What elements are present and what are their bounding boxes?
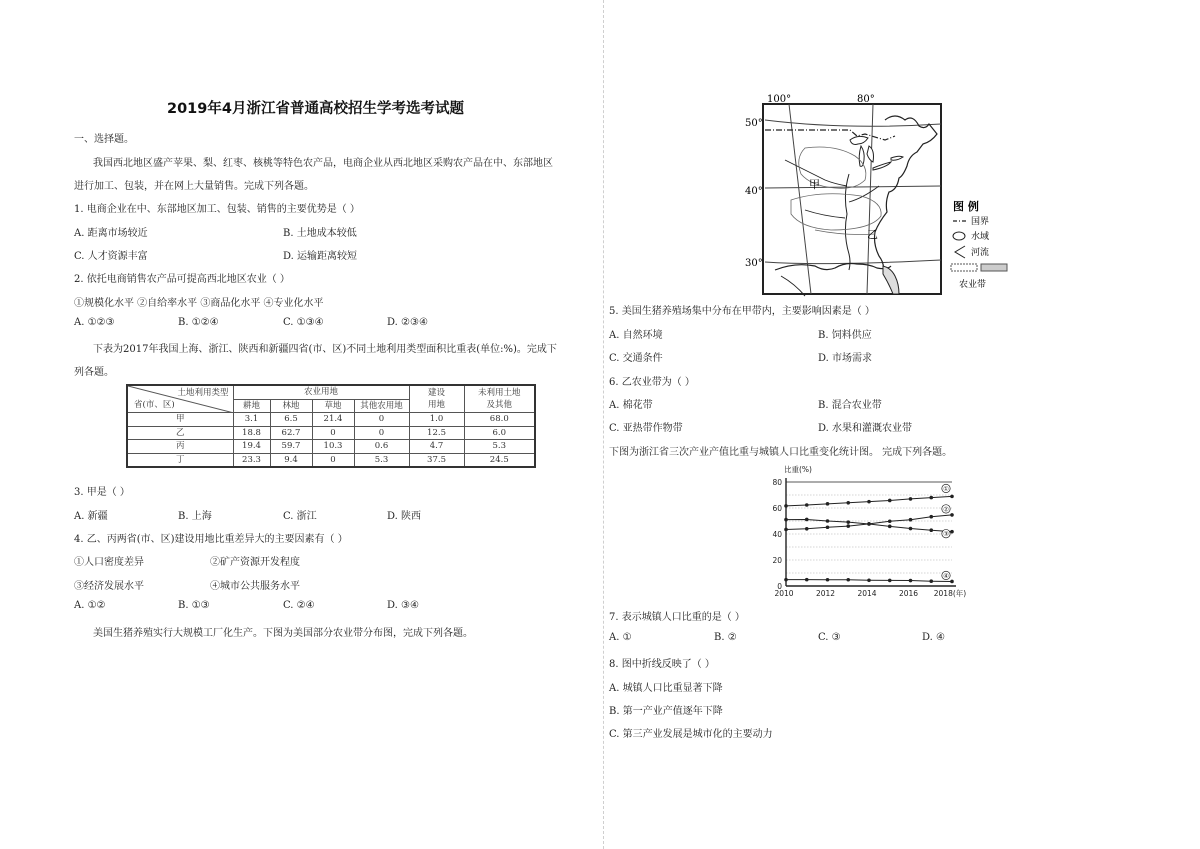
question-2-stem: 2. 依托电商销售农产品可提高西北地区农业（ ） <box>74 274 290 285</box>
question-7-option-b[interactable]: B. ② <box>714 632 737 643</box>
table-cell: 12.5 <box>409 426 464 440</box>
intro-paragraph-3: 美国生猪养殖实行大规模工厂化生产。下图为美国部分农业带分布图，完成下列各题。 <box>93 628 473 639</box>
chart-data-point <box>950 580 954 584</box>
table-cell: 4.7 <box>409 440 464 454</box>
table-cell: 0.6 <box>354 440 409 454</box>
table-cell: 乙 <box>127 426 233 440</box>
table-cell: 丙 <box>127 440 233 454</box>
chart-data-point <box>846 520 850 524</box>
table-cell: 6.5 <box>270 413 312 427</box>
industry-urbanization-chart <box>762 462 978 600</box>
chart-y-tick-label: 60 <box>772 504 782 513</box>
chart-x-tick-label: 2016 <box>898 589 919 598</box>
question-1-stem: 1. 电商企业在中、东部地区加工、包装、销售的主要优势是（ ） <box>74 204 360 215</box>
question-6-option-d[interactable]: D. 水果和灌溉农业带 <box>818 423 913 434</box>
question-2-option-a[interactable]: A. ①②③ <box>74 317 115 328</box>
table-header-col: 其他农用地 <box>354 399 409 413</box>
question-4-item-2: ②矿产资源开发程度 <box>210 557 300 568</box>
page-title: 2019年4月浙江省普通高校招生学考选考试题 <box>167 101 464 117</box>
table-header-build-line2: 用地 <box>428 400 446 410</box>
chart-data-point <box>888 579 892 583</box>
chart-x-tick-label: 2018(年) <box>933 589 967 598</box>
question-5-stem: 5. 美国生猪养殖场集中分布在甲带内，主要影响因素是（ ） <box>609 306 875 317</box>
table-cell: 1.0 <box>409 413 464 427</box>
chart-y-axis-title: 比重(%) <box>784 465 812 474</box>
intro-paragraph-4: 下图为浙江省三次产业产值比重与城镇人口比重变化统计图。 完成下列各题。 <box>609 447 953 458</box>
us-agriculture-map <box>745 90 1015 300</box>
question-4-item-4: ④城市公共服务水平 <box>210 581 300 592</box>
table-cell: 0 <box>312 453 354 467</box>
question-5-option-d[interactable]: D. 市场需求 <box>818 353 873 364</box>
question-6-option-a[interactable]: A. 棉花带 <box>609 400 653 411</box>
chart-data-point <box>805 578 809 582</box>
question-4-item-3: ③经济发展水平 <box>74 581 144 592</box>
page-fold-line <box>603 0 604 849</box>
table-cell: 19.4 <box>233 440 270 454</box>
table-cell: 丁 <box>127 453 233 467</box>
table-header-build-line1: 建设 <box>428 388 446 398</box>
chart-data-point <box>888 525 892 529</box>
chart-data-point <box>929 528 933 532</box>
chart-data-point <box>867 500 871 504</box>
chart-series-label: ③ <box>943 530 949 539</box>
table-corner-top-label: 土地利用类型 <box>177 388 229 398</box>
question-7-stem: 7. 表示城镇人口比重的是（ ） <box>609 612 745 623</box>
legend-belt-symbol-1 <box>951 264 977 271</box>
chart-data-point <box>846 501 850 505</box>
chart-x-tick-label: 2010 <box>774 589 794 598</box>
table-cell: 3.1 <box>233 413 270 427</box>
table-cell: 0 <box>312 426 354 440</box>
question-1-option-a[interactable]: A. 距离市场较近 <box>74 228 148 239</box>
chart-x-tick-label: 2012 <box>815 589 836 598</box>
table-row <box>127 426 535 440</box>
chart-data-point <box>805 503 809 507</box>
legend-border-label: 国界 <box>971 217 990 227</box>
chart-data-point <box>784 518 788 522</box>
question-5-option-c[interactable]: C. 交通条件 <box>609 353 663 364</box>
line-chart-svg <box>762 462 978 600</box>
chart-data-point <box>846 524 850 528</box>
question-6-stem: 6. 乙农业带为（ ） <box>609 377 695 388</box>
table-cell: 18.8 <box>233 426 270 440</box>
table-cell: 0 <box>354 413 409 427</box>
question-1-option-c[interactable]: C. 人才资源丰富 <box>74 251 148 262</box>
question-7-option-c[interactable]: C. ③ <box>818 632 841 643</box>
table-header-build <box>409 385 464 413</box>
table-row <box>127 453 535 467</box>
question-2-items: ①规模化水平 ②自给率水平 ③商品化水平 ④专业化水平 <box>74 298 324 309</box>
question-8-option-b[interactable]: B. 第一产业产值逐年下降 <box>609 706 723 717</box>
chart-data-point <box>909 527 913 531</box>
question-6-option-b[interactable]: B. 混合农业带 <box>818 400 882 411</box>
table-cell: 5.3 <box>354 453 409 467</box>
chart-data-point <box>888 519 892 523</box>
table-cell: 0 <box>354 426 409 440</box>
legend-belt-label: 农业带 <box>959 280 987 290</box>
question-5-option-a[interactable]: A. 自然环境 <box>609 330 663 341</box>
chart-data-point <box>826 519 830 523</box>
table-row <box>127 413 535 427</box>
chart-data-point <box>950 513 954 517</box>
table-cell: 10.3 <box>312 440 354 454</box>
table-cell: 23.3 <box>233 453 270 467</box>
question-5-option-b[interactable]: B. 饲料供应 <box>818 330 872 341</box>
map-lon-80: 80° <box>857 94 875 105</box>
legend-river-symbol <box>955 246 965 258</box>
table-corner-bottom-label: 省(市、区) <box>134 400 175 410</box>
chart-data-point <box>929 579 933 583</box>
chart-data-point <box>950 495 954 499</box>
map-label-jia: 甲 <box>809 178 820 191</box>
chart-y-tick-label: 0 <box>777 582 782 591</box>
legend-water-label: 水域 <box>971 232 990 242</box>
table-cell: 62.7 <box>270 426 312 440</box>
table-cell: 24.5 <box>464 453 535 467</box>
question-8-option-a[interactable]: A. 城镇人口比重显著下降 <box>609 683 723 694</box>
question-4-stem: 4. 乙、丙两省(市、区)建设用地比重差异大的主要因素有（ ） <box>74 534 348 545</box>
chart-data-point <box>909 497 913 501</box>
question-7-option-d[interactable]: D. ④ <box>922 632 945 643</box>
table-header-unused-line1: 未利用土地 <box>478 388 521 398</box>
question-4-item-1: ①人口密度差异 <box>74 557 144 568</box>
question-7-option-a[interactable]: A. ① <box>609 632 632 643</box>
legend-water-symbol <box>953 232 965 240</box>
map-lat-30: 30° <box>745 258 763 269</box>
question-3-option-b[interactable]: B. 上海 <box>178 511 212 522</box>
question-2-option-b[interactable]: B. ①②④ <box>178 317 219 328</box>
table-cell: 甲 <box>127 413 233 427</box>
chart-data-point <box>805 518 809 522</box>
chart-x-tick-label: 2014 <box>857 589 877 598</box>
table-cell: 5.3 <box>464 440 535 454</box>
chart-series-label: ① <box>943 484 949 493</box>
chart-data-point <box>929 515 933 519</box>
section-heading: 一、选择题。 <box>74 134 134 145</box>
chart-data-point <box>826 502 830 506</box>
land-use-table <box>126 384 536 468</box>
question-4-option-a[interactable]: A. ①② <box>74 600 106 611</box>
question-4-option-b[interactable]: B. ①③ <box>178 600 210 611</box>
chart-data-point <box>909 518 913 522</box>
table-cell: 68.0 <box>464 413 535 427</box>
chart-y-tick-label: 20 <box>772 556 782 565</box>
table-header-unused-line2: 及其他 <box>486 400 513 410</box>
chart-y-tick-label: 40 <box>772 530 782 539</box>
map-lat-40: 40° <box>745 186 763 197</box>
chart-data-point <box>805 527 809 531</box>
chart-data-point <box>888 499 892 503</box>
legend-belt-symbol-2 <box>981 264 1007 271</box>
question-4-option-d[interactable]: D. ③④ <box>387 600 419 611</box>
map-graphic <box>745 90 1015 300</box>
table-row <box>127 440 535 454</box>
question-8-stem: 8. 图中折线反映了（ ） <box>609 659 715 670</box>
table-corner-cell <box>127 385 233 413</box>
intro-paragraph-2-cont: 列各题。 <box>74 367 114 378</box>
question-2-option-d[interactable]: D. ②③④ <box>387 317 428 328</box>
chart-data-point <box>867 522 871 526</box>
table-header-col: 草地 <box>312 399 354 413</box>
table-cell: 37.5 <box>409 453 464 467</box>
question-3-option-d[interactable]: D. 陕西 <box>387 511 422 522</box>
question-1-option-d[interactable]: D. 运输距离较短 <box>283 251 358 262</box>
table-cell: 6.0 <box>464 426 535 440</box>
chart-data-point <box>846 578 850 582</box>
table-cell: 9.4 <box>270 453 312 467</box>
chart-data-point <box>784 528 788 532</box>
chart-data-point <box>950 530 954 534</box>
chart-data-point <box>826 525 830 529</box>
question-8-option-c[interactable]: C. 第三产业发展是城市化的主要动力 <box>609 729 773 740</box>
intro-paragraph-1: 我国西北地区盛产苹果、梨、红枣、核桃等特色农产品，电商企业从西北地区采购农产品在中、东部地区 <box>93 158 553 169</box>
legend-river-label: 河流 <box>971 248 990 258</box>
chart-data-point <box>909 579 913 583</box>
chart-series-label: ② <box>943 505 949 514</box>
table-header-col: 耕地 <box>233 399 270 413</box>
question-3-option-a[interactable]: A. 新疆 <box>74 511 108 522</box>
chart-data-point <box>826 578 830 582</box>
chart-data-point <box>784 578 788 582</box>
legend-title: 图 例 <box>953 200 979 213</box>
map-label-yi: 乙 <box>867 228 878 241</box>
intro-paragraph-1-cont: 进行加工、包装，并在网上大量销售。完成下列各题。 <box>74 181 314 192</box>
question-4-option-c[interactable]: C. ②④ <box>283 600 315 611</box>
question-3-stem: 3. 甲是（ ） <box>74 487 130 498</box>
map-lat-50: 50° <box>745 118 763 129</box>
question-3-option-c[interactable]: C. 浙江 <box>283 511 317 522</box>
table-header-col: 林地 <box>270 399 312 413</box>
chart-data-point <box>867 578 871 582</box>
table-cell: 59.7 <box>270 440 312 454</box>
question-6-option-c[interactable]: C. 亚热带作物带 <box>609 423 683 434</box>
map-lon-100: 100° <box>767 94 792 105</box>
table-group-header: 农业用地 <box>233 385 409 399</box>
chart-series-label: ④ <box>943 571 949 580</box>
chart-data-point <box>784 504 788 508</box>
table-header-unused <box>464 385 535 413</box>
table-cell: 21.4 <box>312 413 354 427</box>
chart-data-point <box>929 496 933 500</box>
intro-paragraph-2: 下表为2017年我国上海、浙江、陕西和新疆四省(市、区)不同土地利用类型面积比重表(单位:%)。完成下 <box>93 344 557 355</box>
chart-y-tick-label: 80 <box>772 478 782 487</box>
question-1-option-b[interactable]: B. 土地成本较低 <box>283 228 357 239</box>
question-2-option-c[interactable]: C. ①③④ <box>283 317 324 328</box>
